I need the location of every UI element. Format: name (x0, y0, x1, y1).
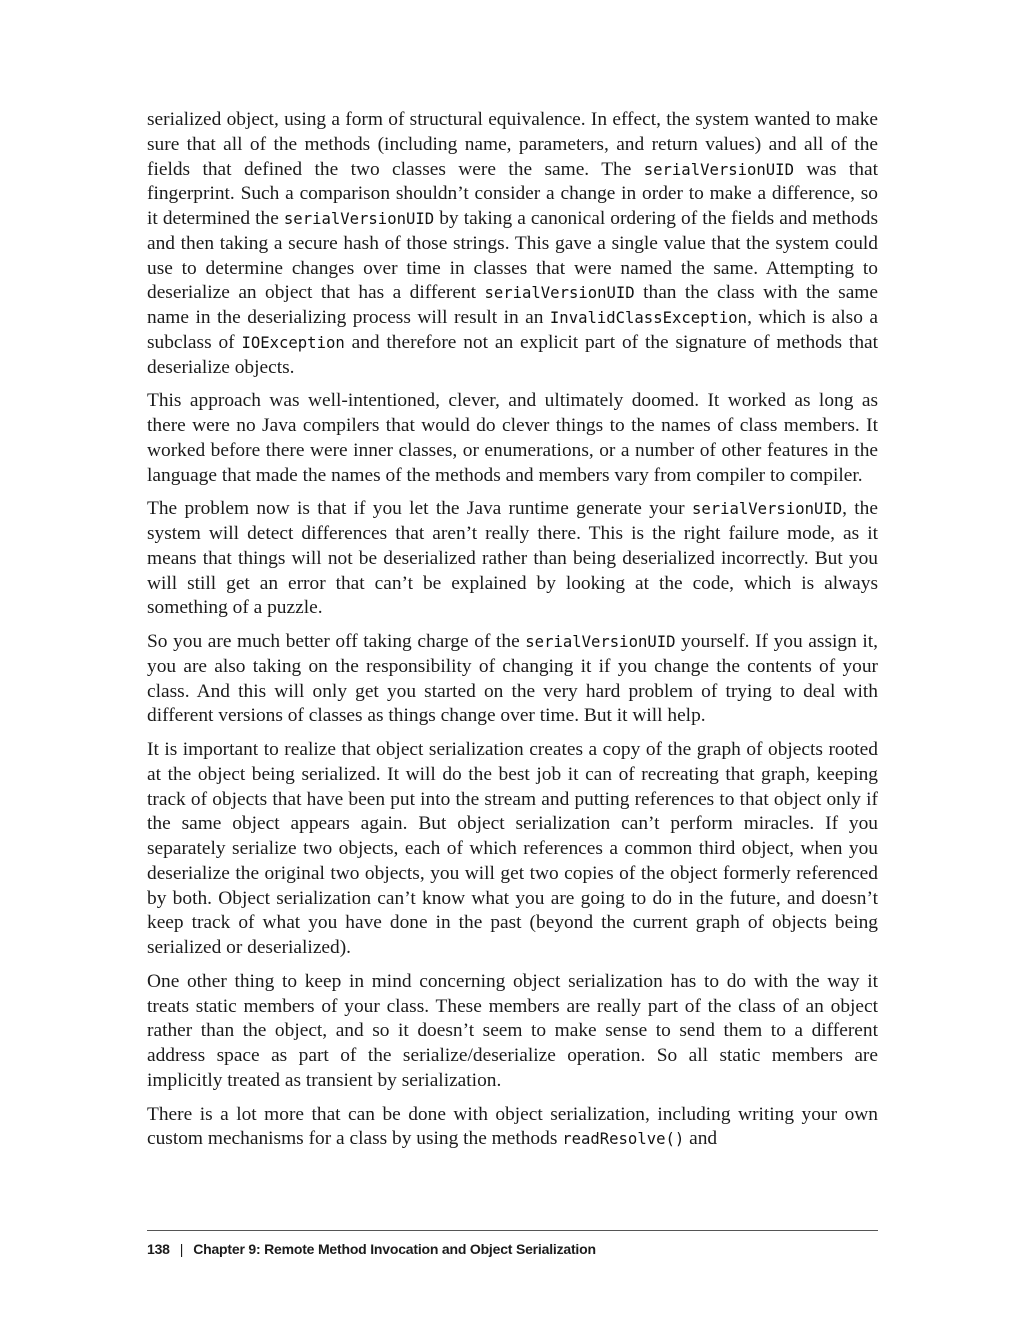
page-number: 138 (147, 1241, 170, 1257)
paragraph-static-members (147, 970, 878, 1094)
paragraph-runtime-problem (147, 497, 878, 621)
inline-code: IOException (241, 333, 345, 352)
footer-divider (147, 1230, 878, 1231)
paragraph-object-graph (147, 738, 878, 961)
text-run: So you are much better off taking charge of the (147, 631, 526, 652)
paragraph-custom-mechanisms (147, 1103, 878, 1153)
text-run: by taking a canonical ordering of the fields and methods and then taking a secure hash of those strings. This gave a single value that the system could use to determine changes over time in classes that were named the same. Attempting to deserialize an object that has a different (147, 208, 878, 304)
inline-code: serialVersionUID (283, 210, 435, 228)
inline-code: readResolve() (562, 1130, 685, 1149)
text-run: It is important to realize that object serialization creates a copy of the graph of objects rooted at the object being serialized. It will do the best job it can of recreating that graph, keeping track of objects that have been put into the stream and putting references to that object only if the same object appears again. But object serialization can’t perform miracles. If you separately serialize two objects, each of which references a common third object, when you deserialize the original two objects, you will get two copies of the object formerly referenced by both. Object serialization can’t know what you are going to do in the future, and doesn’t keep track of what you have done in the past (beyond the current graph of objects being serialized or deserialized). (147, 739, 878, 958)
text-run: serialized object, using a form of structural equivalence. In effect, the system wanted to make sure that all of the methods (including name, parameters, and return values) and all of the fields that defined the two classes were the same. The (147, 109, 878, 180)
inline-code: serialVersionUID (525, 633, 676, 651)
page-footer (147, 1241, 596, 1257)
paragraph-take-charge (147, 630, 878, 729)
text-run: This approach was well-intentioned, clever, and ultimately doomed. It worked as long as there were no Java compilers that would do clever things to the names of class members. It worked before there were inner classes, or enumerations, or a number of other features in the language that made the names of the methods and members vary from compiler to compiler. (147, 390, 878, 486)
paragraph-fingerprint (147, 108, 878, 380)
chapter-title: Chapter 9: Remote Method Invocation and Object Serialization (193, 1241, 596, 1257)
text-run: than the class with the same name in the deserializing process will result in an (147, 282, 878, 328)
inline-code: serialVersionUID (691, 500, 843, 519)
inline-code: serialVersionUID (484, 284, 635, 303)
text-run: , the system will detect differences that aren’t really there. This is the right failure mode, as it means that things will not be deserialized rather than being deserialized incorrectly. But you will still get an error that can’t be explained by looking at the code, which is always something of a puzzle. (147, 498, 878, 619)
page-body (147, 108, 878, 1161)
paragraph-approach-doomed (147, 389, 878, 488)
text-run: yourself. If you assign it, you are also taking on the responsibility of changing it if you change the contents of your class. And this will only get you started on the very hard problem of trying to deal with different versions of classes as things change over time. But it will help. (147, 631, 878, 727)
inline-code: InvalidClassException (549, 309, 748, 327)
text-run: was that fingerprint. Such a comparison shouldn’t consider a change in order to make a difference, so it determined the (147, 158, 878, 229)
text-run: There is a lot more that can be done with object serialization, including writing your own custom mechanisms for a class by using the methods (147, 1103, 878, 1150)
footer-separator: | (179, 1241, 184, 1257)
text-run: The problem now is that if you let the Java runtime generate your (147, 498, 692, 520)
text-run: One other thing to keep in mind concerning object serialization has to do with the way it treats static members of your class. These members are really part of the class of an object rather than the object, and so it doesn’t seem to make sense to send them to a different address space as part of the serialize/deserialize operation. So all static members are implicitly treated as transient by serialization. (147, 970, 878, 1091)
text-run: , which is also a subclass of (147, 307, 878, 353)
text-run: and (684, 1128, 718, 1150)
text-run: and therefore not an explicit part of the signature of methods that deserialize objects. (147, 331, 879, 378)
inline-code: serialVersionUID (643, 160, 794, 179)
